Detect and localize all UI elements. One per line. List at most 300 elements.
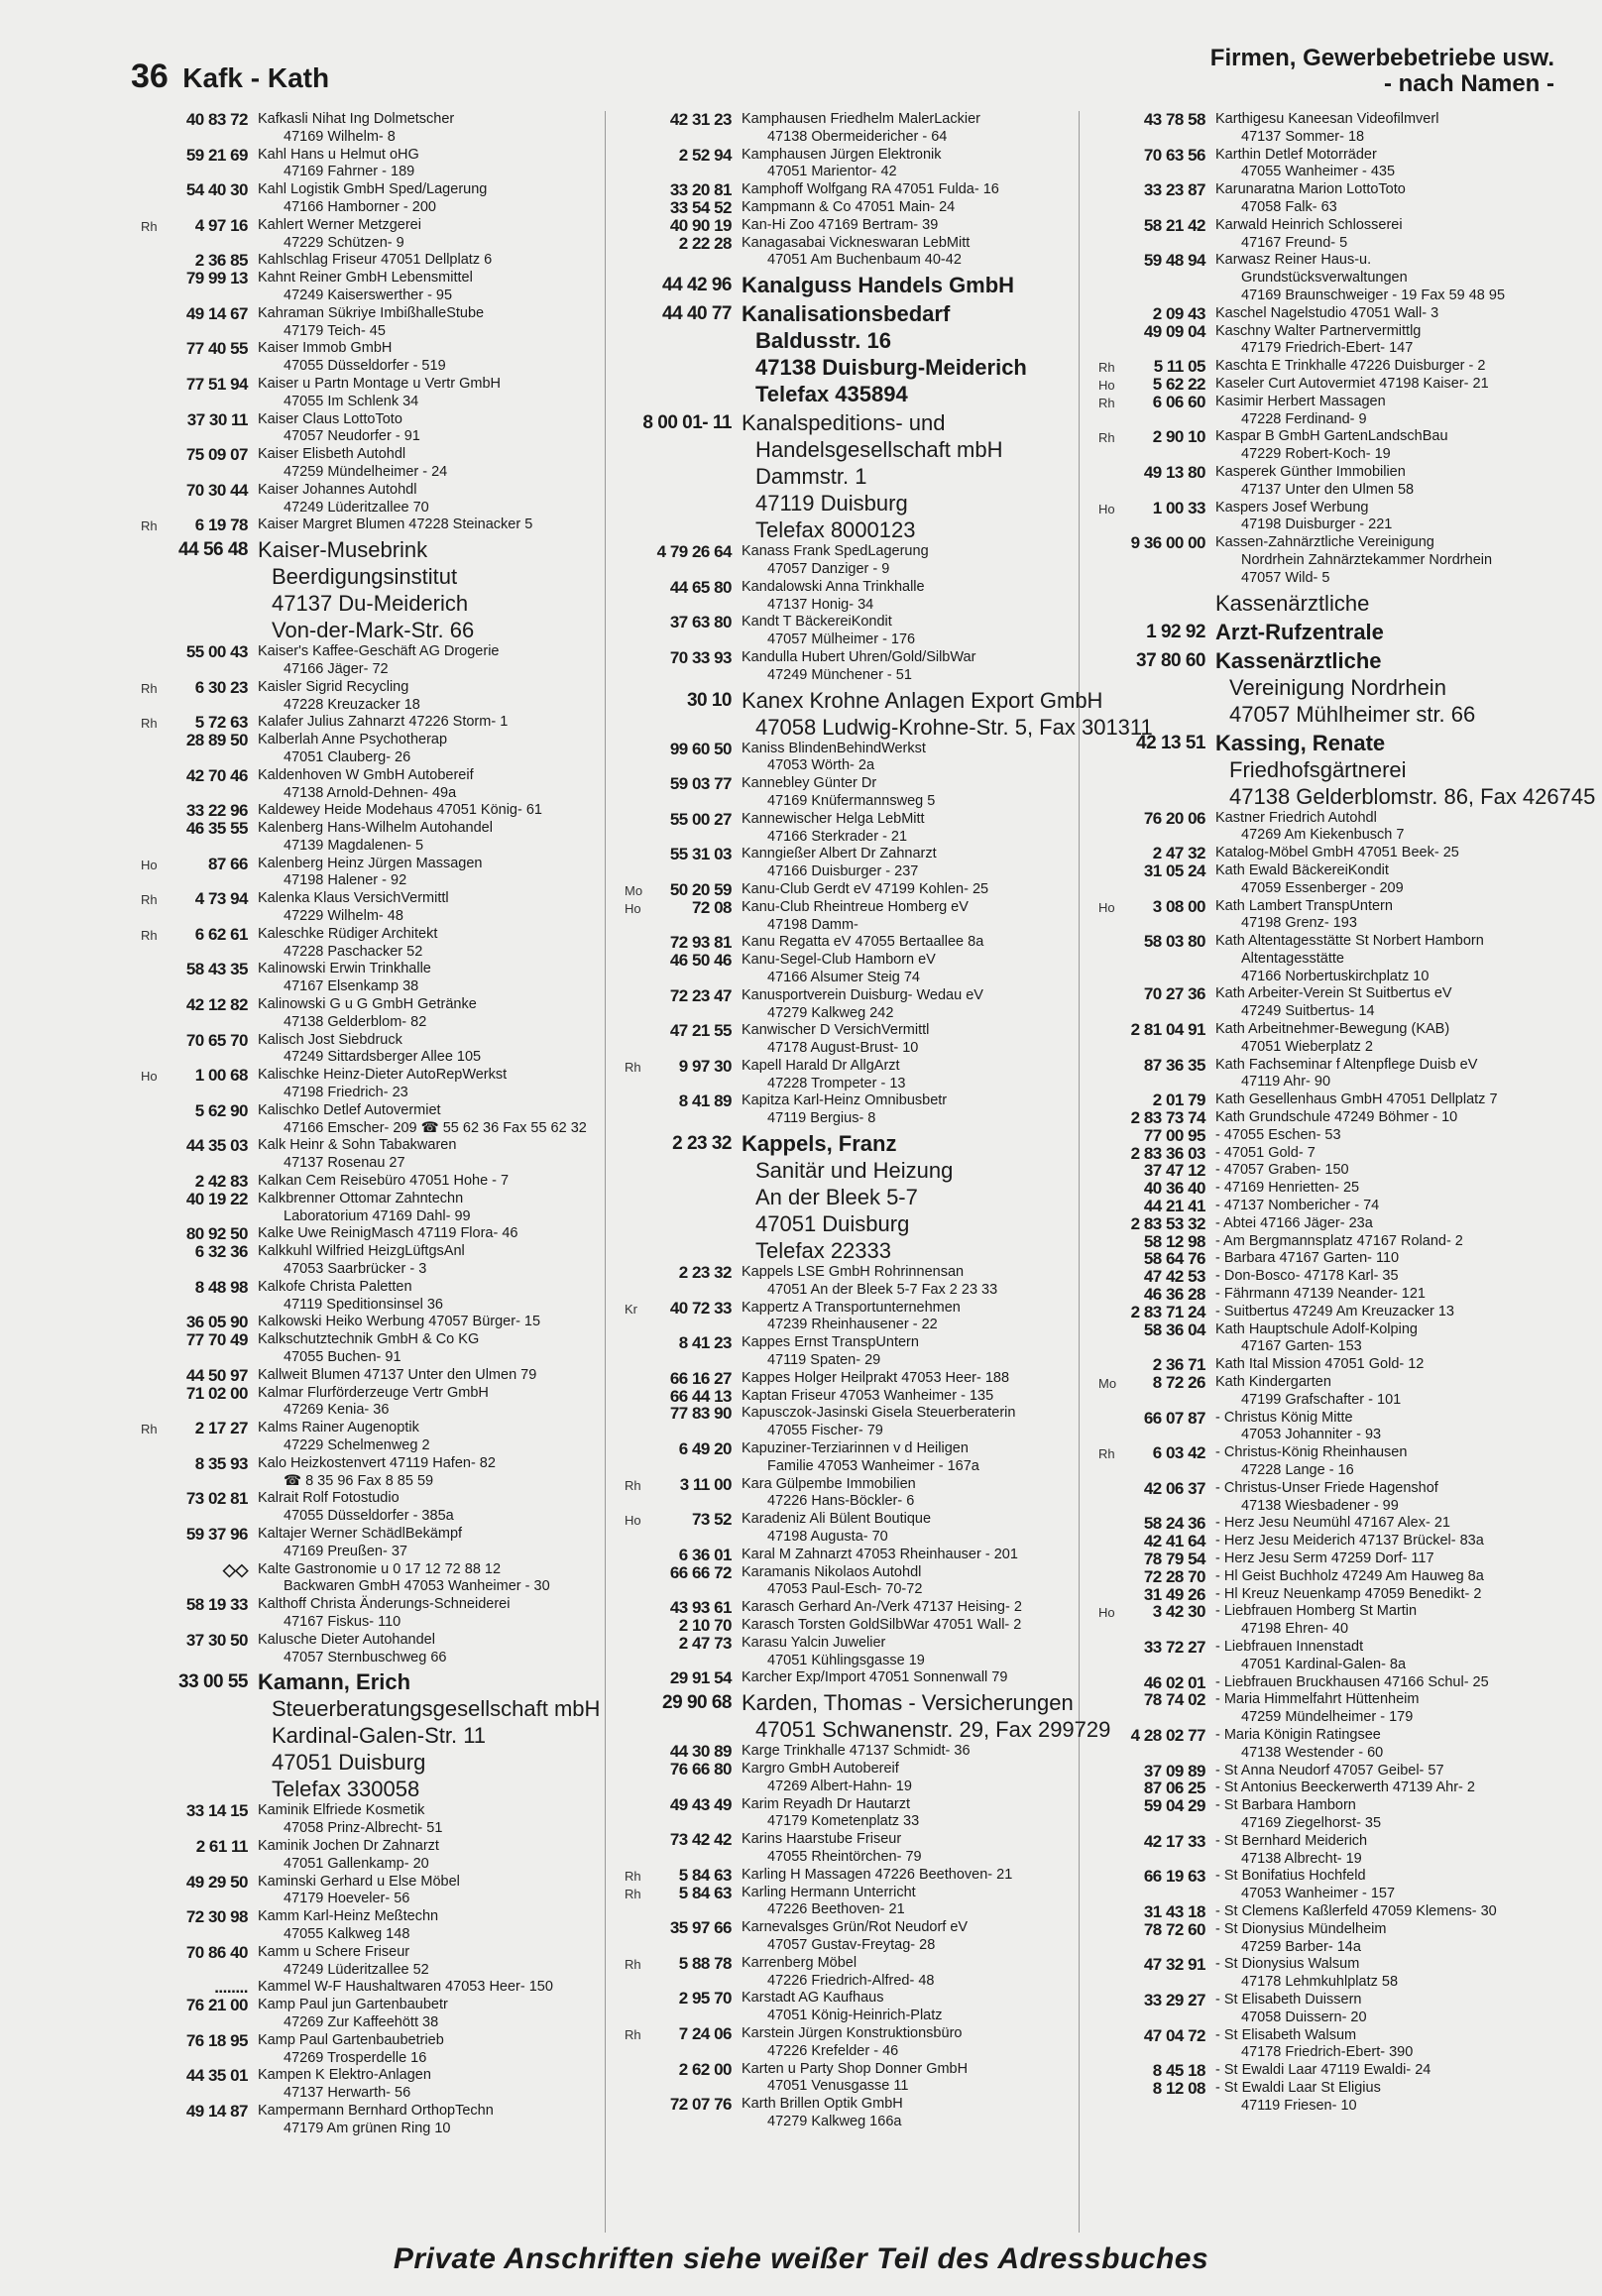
phone-number: 99 60 50	[669, 739, 732, 758]
district-mark: Mo	[625, 882, 643, 898]
phone-number: 8 41 23	[678, 1333, 732, 1353]
phone-number: 33 72 27	[1143, 1637, 1205, 1657]
directory-entry	[615, 2061, 1090, 2097]
entry-name: Kalkofe Christa Paletten	[258, 1278, 412, 1295]
entry-detail: 47055 Im Schlenk 34	[284, 393, 419, 409]
entry-detail: 47058 Ludwig-Krohne-Str. 5, Fax 301311	[755, 714, 1153, 740]
phone-number: 8 45 18	[1152, 2061, 1205, 2081]
district-mark: Rh	[1098, 1446, 1115, 1462]
district-mark: Rh	[625, 1059, 641, 1075]
directory-entry	[131, 926, 607, 962]
entry-name: Kaschel Nagelstudio 47051 Wall- 3	[1215, 304, 1439, 321]
phone-number: 6 06 60	[1152, 392, 1205, 411]
entry-name: Kaspar B GmbH GartenLandschBau	[1215, 428, 1448, 445]
directory-entry	[1088, 898, 1545, 934]
phone-number: 36 05 90	[185, 1313, 248, 1332]
entry-detail: An der Bleek 5-7	[755, 1185, 918, 1210]
phone-number: 46 36 28	[1143, 1285, 1205, 1305]
entry-detail: 47051 Marientor- 42	[767, 164, 897, 180]
district-mark: Rh	[1098, 430, 1115, 446]
directory-entry	[131, 890, 607, 926]
entry-name: Kalms Rainer Augenoptik	[258, 1420, 419, 1436]
entry-detail: 47269 Kenia- 36	[284, 1402, 390, 1419]
directory-entry	[1088, 1674, 1545, 1692]
directory-entry	[1088, 1903, 1545, 1921]
entry-name: Karstadt AG Kaufhaus	[742, 1990, 884, 2007]
directory-entry	[131, 181, 607, 217]
phone-number: 55 31 03	[669, 845, 732, 864]
phone-number: 5 62 90	[194, 1100, 248, 1120]
directory-entry	[131, 802, 607, 820]
entry-name: - St Dionysius Walsum	[1215, 1956, 1360, 1973]
entry-name: - Hl Kreuz Neuenkamp 47059 Benedikt- 2	[1215, 1585, 1482, 1602]
entry-detail: 47055 Düsseldorfer - 519	[284, 358, 446, 375]
phone-number: 66 19 63	[1143, 1867, 1205, 1887]
entry-detail: 47051 Gallenkamp- 20	[284, 1855, 429, 1872]
directory-entry	[1088, 464, 1545, 500]
entry-detail: 47055 Wanheimer - 435	[1241, 164, 1396, 180]
entry-detail: 47051 Venusgasse 11	[767, 2078, 909, 2095]
entry-name: Kaiser Elisbeth Autohdl	[258, 446, 406, 463]
district-mark: Ho	[1098, 501, 1115, 517]
phone-number: 77 00 95	[1143, 1125, 1205, 1145]
entry-detail: 47051 Kühlingsgasse 19	[767, 1652, 925, 1668]
phone-number: 49 29 50	[185, 1872, 248, 1892]
phone-number: 58 21 42	[1143, 215, 1205, 235]
entry-detail: 47228 Ferdinand- 9	[1241, 410, 1367, 427]
entry-detail: 47229 Robert-Koch- 19	[1241, 446, 1391, 463]
entry-name: Kaiser Johannes Autohdl	[258, 481, 417, 498]
phone-number: 2 23 32	[678, 1263, 732, 1283]
phone-number: 44 21 41	[1143, 1197, 1205, 1216]
phone-number: 8 35 93	[194, 1453, 248, 1473]
entry-name: Kappels LSE GmbH Rohrinnensan	[742, 1264, 965, 1281]
district-mark: Rh	[141, 680, 158, 696]
phone-number: 59 21 69	[185, 145, 248, 165]
entry-detail: 47169 Wilhelm- 8	[284, 128, 396, 145]
directory-entry	[131, 1668, 607, 1802]
phone-number: 50 20 59	[669, 879, 732, 899]
entry-name: - Liebfrauen Bruckhausen 47166 Schul- 25	[1215, 1673, 1489, 1690]
footer-note: Private Anschriften siehe weißer Teil des Adressbuches	[393, 2242, 1209, 2275]
directory-entry	[615, 1669, 1090, 1687]
entry-name: - 47137 Nombericher - 74	[1215, 1198, 1380, 1214]
directory-entry	[1088, 1550, 1545, 1568]
entry-detail: 47169 Braunschweiger - 19 Fax 59 48 95	[1241, 287, 1506, 303]
entry-name: Kanwischer D VersichVermittl	[742, 1022, 930, 1039]
directory-entry	[1088, 111, 1545, 147]
phone-number: 58 36 04	[1143, 1320, 1205, 1339]
entry-name: Karamanis Nikolaos Autohdl	[742, 1563, 922, 1580]
phone-number: 42 17 33	[1143, 1831, 1205, 1851]
entry-detail: 47226 Beethoven- 21	[767, 1901, 905, 1918]
entry-name: Kannebley Günter Dr	[742, 775, 877, 792]
entry-name: - Am Bergmannsplatz 47167 Roland- 2	[1215, 1232, 1463, 1249]
directory-entry	[1088, 1586, 1545, 1604]
phone-number: 58 12 98	[1143, 1231, 1205, 1251]
entry-name: Kamphoff Wolfgang RA 47051 Fulda- 16	[742, 181, 999, 198]
directory-entry	[615, 1440, 1090, 1476]
phone-number: 6 30 23	[194, 677, 248, 697]
district-mark: Ho	[1098, 1605, 1115, 1621]
phone-number: 49 13 80	[1143, 462, 1205, 482]
directory-entry	[1088, 1921, 1545, 1957]
phone-number: 49 14 67	[185, 303, 248, 323]
phone-number: 2 83 73 74	[1130, 1108, 1205, 1128]
phone-number: 58 24 36	[1143, 1514, 1205, 1534]
directory-entry	[1088, 1215, 1545, 1233]
entry-detail: 47051 An der Bleek 5-7 Fax 2 23 33	[767, 1281, 998, 1298]
directory-entry	[131, 217, 607, 253]
directory-entry	[1088, 1180, 1545, 1198]
directory-entry	[615, 881, 1090, 899]
phone-number: 55 00 43	[185, 642, 248, 662]
entry-name: Karasu Yalcin Juwelier	[742, 1634, 886, 1651]
directory-entry	[1088, 1515, 1545, 1533]
phone-number: 2 90 10	[1152, 427, 1205, 447]
entry-detail: Beerdigungsinstitut	[272, 564, 458, 590]
entry-detail: 47179 Kometenplatz 33	[767, 1813, 920, 1830]
directory-entry	[131, 1032, 607, 1068]
entry-detail: 47269 Trosperdelle 16	[284, 2049, 427, 2066]
directory-entry	[131, 1137, 607, 1173]
phone-number: 33 00 55	[178, 1671, 248, 1693]
directory-entry	[1088, 1868, 1545, 1903]
entry-detail: 47199 Grafschafter - 101	[1241, 1391, 1402, 1408]
district-mark: Rh	[1098, 395, 1115, 410]
phone-number: 77 70 49	[185, 1330, 248, 1350]
phone-number: 77 83 90	[669, 1404, 732, 1424]
phone-number: 28 89 50	[185, 731, 248, 750]
directory-entry	[615, 1476, 1090, 1512]
entry-name: - St Barbara Hamborn	[1215, 1797, 1356, 1814]
directory-entry	[1088, 1691, 1545, 1727]
entry-name: - 47057 Graben- 150	[1215, 1162, 1349, 1179]
entry-name: Katalog-Möbel GmbH 47051 Beek- 25	[1215, 845, 1459, 861]
directory-entry	[131, 1979, 607, 1997]
entry-detail: 47167 Elsenkamp 38	[284, 978, 419, 995]
entry-name: - Christus-Unser Friede Hagenshof	[1215, 1479, 1438, 1496]
phone-number: 2 95 70	[678, 1989, 732, 2009]
directory-entry	[1088, 1833, 1545, 1869]
entry-name: Kappertz A Transportunternehmen	[742, 1299, 961, 1316]
entry-name: Karth Brillen Optik GmbH	[742, 2096, 903, 2113]
entry-name: Kampermann Bernhard OrthopTechn	[258, 2102, 494, 2119]
phone-number: 42 70 46	[185, 765, 248, 785]
entry-name: Kaldenhoven W GmbH Autobereif	[258, 766, 474, 783]
entry-name: - St Dionysius Mündelheim	[1215, 1920, 1387, 1937]
directory-entry	[131, 1385, 607, 1421]
directory-entry	[1088, 730, 1596, 810]
entry-name: Karal M Zahnarzt 47053 Rheinhauser - 201	[742, 1546, 1018, 1562]
entry-detail: 47058 Prinz-Albrecht- 51	[284, 1820, 443, 1837]
entry-name: Karrenberg Möbel	[742, 1954, 858, 1971]
phone-number: 55 00 27	[669, 809, 732, 829]
entry-detail: Laboratorium 47169 Dahl- 99	[284, 1207, 471, 1224]
entry-detail: 47249 Lüderitzallee 52	[284, 1961, 429, 1978]
entry-name: Kath Lambert TranspUntern	[1215, 897, 1393, 914]
phone-number: 29 91 54	[669, 1668, 732, 1688]
phone-number: 5 72 63	[194, 713, 248, 733]
entry-detail: 47229 Wilhelm- 48	[284, 908, 403, 925]
entry-name: Karunaratna Marion LottoToto	[1215, 181, 1406, 198]
entry-detail: 47198 Augusta- 70	[767, 1529, 888, 1546]
entry-detail: 47053 Johanniter - 93	[1241, 1427, 1382, 1443]
entry-detail: 47259 Barber- 14a	[1241, 1938, 1361, 1955]
entry-detail: 47119 Spaten- 29	[767, 1352, 881, 1369]
entry-detail: Telefax 22333	[755, 1238, 891, 1264]
district-mark: Ho	[625, 900, 641, 916]
entry-detail: 47167 Fiskus- 110	[284, 1613, 401, 1630]
directory-entry	[615, 1511, 1090, 1547]
entry-detail: Von-der-Mark-Str. 66	[272, 618, 475, 643]
directory-entry	[1088, 1091, 1545, 1109]
entry-name: Kanex Krohne Anlagen Export GmbH	[742, 687, 1103, 713]
entry-detail: 47179 Am grünen Ring 10	[284, 2120, 451, 2136]
phone-number: 2 17 27	[194, 1419, 248, 1438]
directory-entry	[1088, 1233, 1545, 1251]
district-mark: Rh	[141, 892, 158, 908]
entry-name: Kargro GmbH Autobereif	[742, 1761, 899, 1777]
entry-detail: 47138 Westender - 60	[1241, 1744, 1384, 1761]
entry-detail: 47226 Hans-Böckler- 6	[767, 1493, 915, 1510]
directory-entry	[615, 1761, 1090, 1796]
phone-number: 8 41 89	[678, 1091, 732, 1111]
phone-number: 4 73 94	[194, 889, 248, 909]
entry-name: Kalinowski G u G GmbH Getränke	[258, 996, 477, 1013]
entry-detail: 47228 Trompeter - 13	[767, 1075, 906, 1091]
entry-detail: ☎ 8 35 96 Fax 8 85 59	[284, 1472, 434, 1489]
entry-name: - 47051 Gold- 7	[1215, 1144, 1316, 1161]
directory-entry	[615, 649, 1090, 685]
entry-name: Karten u Party Shop Donner GmbH	[742, 2060, 969, 2077]
phone-number: 76 20 06	[1143, 808, 1205, 828]
entry-name: Kaiser's Kaffee-Geschäft AG Drogerie	[258, 643, 500, 660]
phone-number: 2 10 70	[678, 1616, 732, 1636]
phone-number: 42 13 51	[1136, 732, 1205, 753]
phone-number: 1 92 92	[1146, 621, 1205, 642]
entry-name: Kalischko Detlef Autovermiet	[258, 1101, 441, 1118]
directory-entry	[1088, 647, 1545, 728]
entry-detail: 47137 Unter den Ulmen 58	[1241, 481, 1415, 498]
entry-name: - St Bernhard Meiderich	[1215, 1832, 1368, 1849]
entry-name: Karnevalsges Grün/Rot Neudorf eV	[742, 1919, 969, 1936]
phone-number: 70 27 36	[1143, 984, 1205, 1004]
entry-detail: 47166 Emscher- 209 ☎ 55 62 36 Fax 55 62 32	[284, 1119, 587, 1136]
entry-name: Kaminik Jochen Dr Zahnarzt	[258, 1837, 439, 1854]
entry-detail: 47239 Rheinhausener - 22	[767, 1317, 938, 1333]
phone-number: 40 72 33	[669, 1298, 732, 1318]
entry-detail: Friedhofsgärtnerei	[1229, 756, 1407, 782]
directory-entry	[131, 767, 607, 803]
entry-detail: 47179 Hoeveler- 56	[284, 1891, 410, 1907]
entry-name: Kalthoff Christa Änderungs-Schneiderei	[258, 1596, 511, 1613]
entry-detail: 47249 Sittardsberger Allee 105	[284, 1049, 482, 1066]
entry-name: Kanngießer Albert Dr Zahnarzt	[742, 846, 937, 862]
directory-entry	[131, 446, 607, 482]
entry-name: - Herz Jesu Serm 47259 Dorf- 117	[1215, 1550, 1434, 1566]
entry-name: - St Elisabeth Duissern	[1215, 1991, 1362, 2008]
directory-entry	[131, 1191, 607, 1226]
phone-number: 2 36 71	[1152, 1355, 1205, 1375]
phone-number: 44 65 80	[669, 577, 732, 597]
directory-entry	[1088, 217, 1545, 253]
entry-name: Kandalowski Anna Trinkhalle	[742, 578, 925, 595]
directory-entry	[131, 1367, 607, 1385]
phone-number: 4 28 02 77	[1130, 1725, 1205, 1745]
section-subtitle: - nach Namen -	[1383, 70, 1554, 97]
entry-name: Kath Arbeiter-Verein St Suitbertus eV	[1215, 985, 1452, 1002]
phone-number: 37 09 89	[1143, 1761, 1205, 1780]
entry-detail: 47166 Duisburger - 237	[767, 863, 919, 880]
entry-name: Kath Hauptschule Adolf-Kolping	[1215, 1320, 1418, 1337]
entry-name: Kath Fachseminar f Altenpflege Duisb eV	[1215, 1056, 1478, 1073]
phone-number: 9 97 30	[678, 1056, 732, 1076]
entry-detail: 47269 Albert-Hahn- 19	[767, 1778, 912, 1794]
phone-number: 2 61 11	[195, 1836, 248, 1856]
entry-detail: 47169 Fahrner - 189	[284, 164, 415, 180]
phone-number: 1 00 68	[194, 1066, 248, 1086]
directory-entry	[615, 1689, 1111, 1743]
directory-entry	[615, 1405, 1090, 1440]
entry-name: - Liebfrauen Innenstadt	[1215, 1638, 1364, 1655]
entry-detail: 47178 August-Brust- 10	[767, 1040, 919, 1057]
directory-entry	[615, 1334, 1090, 1370]
entry-detail: 47198 Damm-	[767, 916, 858, 933]
entry-detail: 47259 Mündelheimer - 179	[1241, 1709, 1414, 1726]
entry-detail: 47051 Schwanenstr. 29, Fax 299729	[755, 1717, 1111, 1743]
entry-name: Kappes Holger Heilprakt 47053 Heer- 188	[742, 1369, 1010, 1386]
entry-name: Kaspers Josef Werbung	[1215, 499, 1369, 516]
phone-number: 2 01 79	[1152, 1091, 1205, 1110]
directory-entry	[615, 741, 1090, 776]
phone-number: 2 42 83	[194, 1172, 248, 1192]
phone-number: 66 44 13	[669, 1386, 732, 1406]
entry-detail: 47229 Schützen- 9	[284, 234, 404, 251]
phone-number: 1 00 33	[1152, 498, 1205, 517]
phone-number: ........	[214, 1978, 248, 1998]
entry-detail: 47119 Bergius- 8	[767, 1110, 876, 1127]
directory-entry	[1088, 933, 1545, 985]
directory-entry	[131, 856, 607, 891]
directory-entry	[615, 1058, 1090, 1093]
entry-name: Kalkschutztechnik GmbH & Co KG	[258, 1331, 480, 1348]
entry-detail: 47249 Kaiserswerther - 95	[284, 287, 453, 303]
directory-entry	[1088, 1162, 1545, 1180]
phone-number: 35 97 66	[669, 1918, 732, 1938]
entry-name: - Don-Bosco- 47178 Karl- 35	[1215, 1268, 1399, 1285]
directory-entry	[615, 235, 1090, 271]
phone-number: 2 36 85	[194, 251, 248, 271]
entry-name: Karthigesu Kaneesan Videofilmverl	[1215, 111, 1439, 127]
district-mark: Rh	[141, 518, 158, 534]
directory-entry	[131, 996, 607, 1032]
entry-name: Kandt T BäckereiKondit	[742, 614, 892, 631]
section-title: Firmen, Gewerbebetriebe usw.	[1209, 45, 1554, 71]
entry-detail: Kardinal-Galen-Str. 11	[272, 1723, 487, 1749]
phone-number: 59 37 96	[185, 1524, 248, 1544]
directory-entry	[615, 1092, 1090, 1128]
entry-detail: 47051 Duisburg	[272, 1750, 426, 1776]
entry-name: Karthin Detlef Motorräder	[1215, 146, 1377, 163]
directory-entry	[1088, 252, 1545, 304]
phone-number: 7 24 06	[678, 2023, 732, 2043]
entry-name: Kahlschlag Friseur 47051 Dellplatz 6	[258, 252, 493, 269]
directory-entry	[1088, 1410, 1545, 1445]
entry-name: Kassenärztliche	[1215, 590, 1370, 616]
directory-entry	[615, 1022, 1090, 1058]
entry-detail: 47198 Friedrich- 23	[284, 1085, 408, 1101]
entry-name: Kalusche Dieter Autohandel	[258, 1631, 435, 1648]
phone-number: 33 22 96	[185, 801, 248, 821]
listing-column-1	[131, 111, 607, 2137]
directory-entry	[1088, 1145, 1545, 1163]
directory-entry	[131, 111, 607, 147]
entry-detail: 47058 Falk- 63	[1241, 198, 1337, 215]
entry-detail: 47179 Friedrich-Ebert- 147	[1241, 340, 1414, 357]
phone-number: 4 97 16	[194, 215, 248, 235]
phone-number: 2 81 04 91	[1130, 1020, 1205, 1040]
entry-detail: 47055 Buchen- 91	[284, 1349, 401, 1365]
directory-entry	[1088, 2027, 1545, 2063]
entry-detail: 47138 Gelderblom- 82	[284, 1013, 427, 1030]
directory-entry	[615, 1264, 1090, 1300]
directory-entry	[131, 732, 607, 767]
entry-detail: Backwaren GmbH 47053 Wanheimer - 30	[284, 1578, 550, 1595]
entry-detail: Telefax 330058	[272, 1777, 420, 1802]
phone-number: 44 50 97	[185, 1365, 248, 1385]
directory-entry	[615, 1547, 1090, 1564]
entry-detail: 47057 Mühlheimer str. 66	[1229, 701, 1476, 727]
directory-entry	[615, 846, 1090, 881]
entry-detail: 47269 Zur Kaffeehött 38	[284, 2013, 439, 2030]
phone-number: 2 52 94	[678, 145, 732, 165]
entry-name: Kapitza Karl-Heinz Omnibusbetr	[742, 1092, 948, 1109]
directory-entry	[615, 987, 1090, 1023]
phone-number: 5 62 22	[1152, 374, 1205, 394]
district-mark: Rh	[625, 1956, 641, 1972]
phone-number: 2 47 73	[678, 1633, 732, 1653]
entry-name: Kaisler Sigrid Recycling	[258, 678, 409, 695]
directory-entry	[131, 1173, 607, 1191]
phone-number: 6 49 20	[678, 1439, 732, 1459]
directory-entry	[1088, 810, 1545, 846]
phone-number: 72 08	[691, 897, 732, 917]
phone-number: 33 54 52	[669, 197, 732, 217]
entry-detail: 47138 Duisburg-Meiderich	[755, 355, 1027, 381]
phone-number: 76 66 80	[669, 1760, 732, 1779]
phone-number: 49 09 04	[1143, 321, 1205, 341]
entry-name: - St Ewaldi Laar 47119 Ewaldi- 24	[1215, 2062, 1431, 2079]
entry-detail: 47166 Alsumer Steig 74	[767, 969, 920, 985]
district-mark: Kr	[625, 1301, 637, 1317]
phone-number: 44 35 03	[185, 1136, 248, 1156]
entry-name: Kampmann & Co 47051 Main- 24	[742, 198, 956, 215]
directory-entry	[615, 1955, 1090, 1991]
district-mark: Rh	[625, 1868, 641, 1884]
entry-detail: 47166 Sterkrader - 21	[767, 828, 908, 845]
district-mark: Ho	[1098, 899, 1115, 915]
directory-entry	[615, 934, 1090, 952]
entry-name: Kath Altentagesstätte St Norbert Hamborn	[1215, 933, 1484, 950]
directory-entry	[615, 147, 1090, 182]
entry-name: Kaltajer Werner SchädlBekämpf	[258, 1525, 463, 1542]
directory-entry	[615, 1867, 1090, 1885]
phone-number: 77 40 55	[185, 339, 248, 359]
directory-entry	[1088, 181, 1545, 217]
directory-entry	[615, 1300, 1090, 1335]
entry-name: Karins Haarstube Friseur	[742, 1831, 902, 1848]
